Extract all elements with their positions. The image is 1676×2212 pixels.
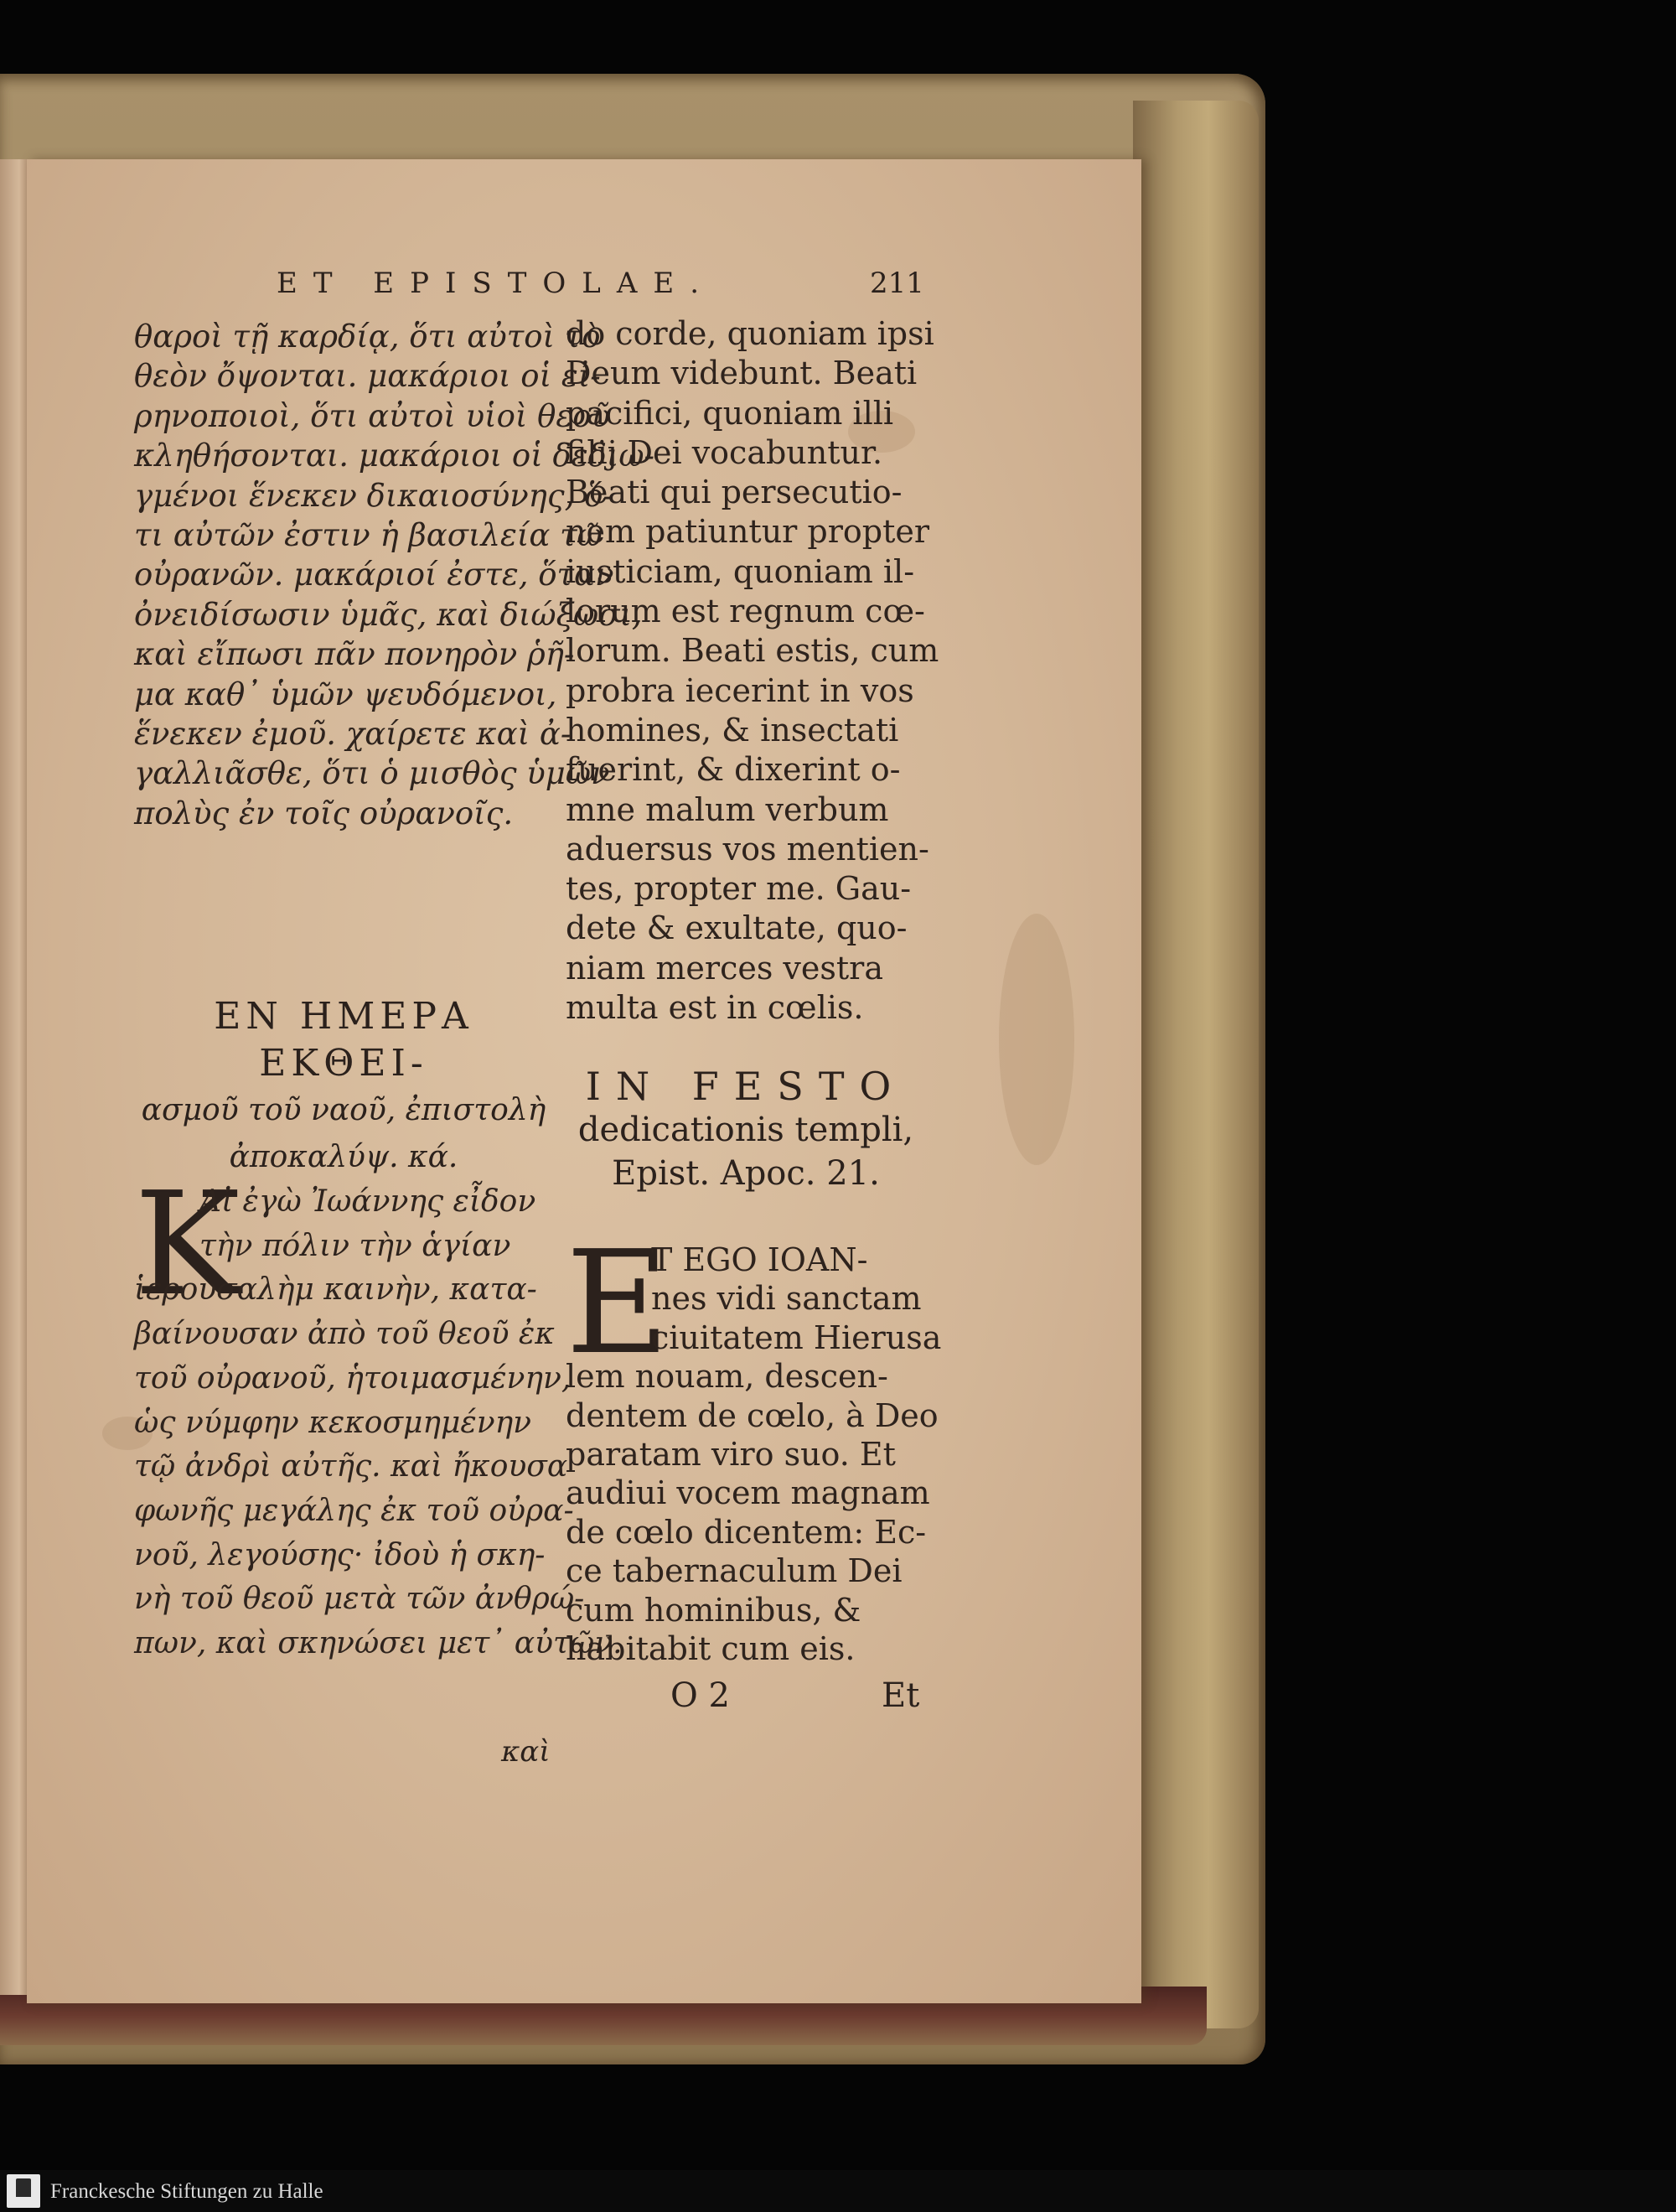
latin-reading-column	[566, 1241, 942, 1668]
cover-edge-right	[1133, 101, 1259, 2028]
text-line: ὡς νύμφην κεκοσμημένην	[134, 1405, 532, 1440]
text-line: multa est in cœlis.	[566, 989, 864, 1027]
text-line: lorum est regnum cœ-	[566, 593, 925, 630]
text-line: νοῦ, λεγούσης· ἰδοὺ ἡ σκη-	[134, 1537, 546, 1572]
text-line: filij Dei vocabuntur.	[566, 433, 883, 471]
text-line: T EGO IOAN-	[651, 1241, 868, 1278]
text-line: τοῦ οὐρανοῦ, ἡτοιμασμένην,	[134, 1360, 572, 1396]
text-line: καὶ εἴπωσι πᾶν πονηρὸν ῥῆ-	[134, 636, 575, 673]
text-line: Deum videbunt. Beati	[566, 355, 918, 392]
greek-beatitudes-column	[134, 317, 655, 833]
heading-line: IN FESTO	[585, 1064, 907, 1109]
text-line: aduersus vos mentien-	[566, 830, 929, 868]
greek-drop-capital: K	[134, 1162, 241, 1328]
heading-line: ασμοῦ τοῦ ναοῦ, ἐπιστολὴ	[141, 1093, 546, 1127]
text-line: τῷ ἀνδρὶ αὐτῆς. καὶ ἤκουσα	[134, 1449, 568, 1484]
text-line: βαίνουσαν ἀπὸ τοῦ θεοῦ ἐκ	[134, 1317, 555, 1352]
text-line: cum hominibus, &	[566, 1591, 861, 1629]
latin-beatitudes-column	[566, 314, 939, 1028]
text-line: τὴν πόλιν τὴν ἁγίαν	[199, 1228, 511, 1263]
text-line: θεὸν ὄψονται. μακάριοι οἱ εἰ-	[134, 358, 601, 395]
text-line: ἱερουσαλὴμ καινὴν, κατα-	[134, 1272, 537, 1308]
text-line: θαροὶ τῇ καρδίᾳ, ὅτι αὐτοὶ τὸ	[134, 319, 601, 355]
text-line: habitabit cum eis.	[566, 1630, 856, 1668]
text-line: de cœlo dicentem: Ec-	[566, 1513, 927, 1551]
text-line: fuerint, & dixerint o-	[566, 751, 901, 789]
text-line: πων, καὶ σκηνώσει μετ᾽ αὐτῶν.	[134, 1626, 623, 1661]
text-line: probra iecerint in vos	[566, 671, 914, 709]
text-line: mne malum verbum	[566, 790, 889, 828]
heading-line: ΕΝ ΗΜΕΡΑ ΕΚΘΕΙ-	[214, 995, 473, 1085]
text-line: τι αὐτῶν ἐστιν ἡ βασιλεία τῶ	[134, 517, 603, 554]
text-line: nem patiuntur propter	[566, 513, 930, 551]
text-line: dentem de cœlo, à Deo	[566, 1396, 939, 1434]
text-line: Αἰ ἐγὼ Ἰωάννης εἶδον	[199, 1184, 536, 1219]
institution-logo-icon	[7, 2174, 40, 2208]
text-line: nes vidi sanctam	[651, 1280, 922, 1318]
text-line: ἕνεκεν ἐμοῦ. χαίρετε καὶ ἀ-	[134, 716, 572, 753]
text-line: pacifici, quoniam illi	[566, 394, 894, 432]
text-line: κληθήσονται. μακάριοι οἱ δεδιω-	[134, 438, 655, 474]
text-line: lorum. Beati estis, cum	[566, 632, 939, 670]
signature-mark: O 2	[670, 1676, 730, 1715]
text-line: ὀνειδίσωσιν ὑμᾶς, καὶ διώξωσι,	[134, 596, 642, 633]
text-line: μα καθ᾽ ὑμῶν ψευδόμενοι,	[134, 676, 557, 712]
text-line: Beati qui persecutio-	[566, 474, 903, 511]
latin-catchword: Et	[882, 1676, 920, 1715]
text-line: do corde, quoniam ipsi	[566, 315, 934, 352]
heading-line: Epist. Apoc. 21.	[612, 1154, 880, 1193]
text-line: audiui vocem magnam	[566, 1474, 930, 1512]
page-number: 211	[870, 267, 924, 300]
text-line: iusticiam, quoniam il-	[566, 552, 915, 590]
text-line: homines, & insectati	[566, 711, 899, 749]
text-line: lem nouam, descen-	[566, 1358, 888, 1396]
running-head: ET EPISTOLAE.	[277, 267, 716, 300]
text-line: tes, propter me. Gau-	[566, 870, 912, 908]
text-line: ρηνοποιοὶ, ὅτι αὐτοὶ υἱοὶ θεοῦ	[134, 397, 611, 434]
text-line: niam merces vestra	[566, 949, 883, 987]
greek-section-heading	[134, 993, 553, 1181]
text-line: γαλλιᾶσθε, ὅτι ὁ μισθὸς ὑμῶν	[134, 755, 610, 792]
text-line: φωνῆς μεγάλης ἐκ τοῦ οὐρα-	[134, 1493, 574, 1528]
latin-drop-capital: E	[566, 1220, 670, 1386]
latin-section-heading	[566, 1065, 926, 1195]
greek-reading-column	[134, 1180, 623, 1666]
footer-institution-label: Franckesche Stiftungen zu Halle	[50, 2180, 323, 2203]
greek-catchword: καὶ	[501, 1735, 551, 1769]
text-line: paratam viro suo. Et	[566, 1436, 896, 1474]
text-line: ciuitatem Hierusa	[651, 1318, 942, 1356]
text-line: οὐρανῶν. μακάριοί ἐστε, ὅταν	[134, 557, 614, 593]
text-line: γμένοι ἕνεκεν δικαιοσύνης, ὅ-	[134, 477, 613, 514]
heading-line: ἀποκαλύψ. κά.	[229, 1140, 458, 1174]
text-line: πολὺς ἐν τοῖς οὐρανοῖς.	[134, 795, 514, 831]
text-line: νὴ τοῦ θεοῦ μετὰ τῶν ἀνθρώ-	[134, 1582, 585, 1617]
text-line: dete & exultate, quo-	[566, 909, 908, 947]
heading-line: dedicationis templi,	[577, 1111, 914, 1149]
text-line: ce tabernaculum Dei	[566, 1552, 903, 1590]
